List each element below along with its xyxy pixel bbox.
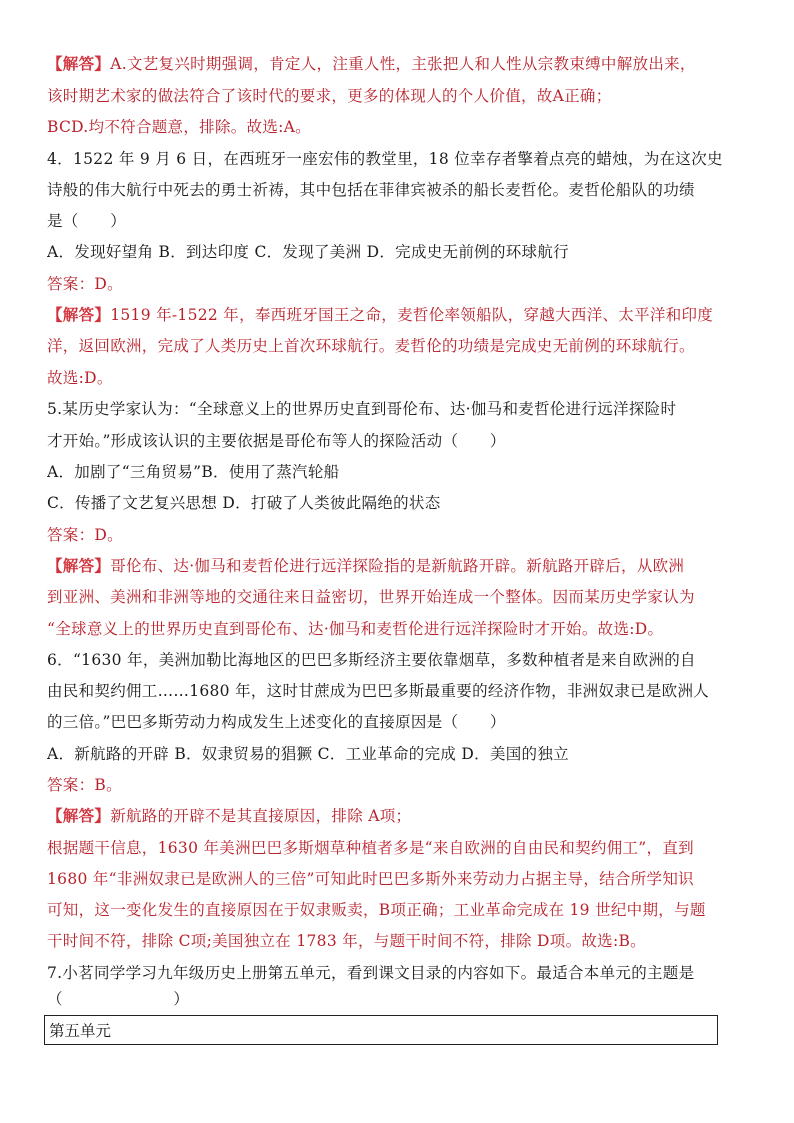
q7-stem-line-1: 7.小茗同学学习九年级历史上册第五单元，看到课文目录的内容如下。最适合本单元的主题是: [47, 964, 695, 982]
q4-stem-line-3: 是（ ）: [47, 212, 127, 230]
answer-tag: 【解答】: [47, 806, 111, 825]
unit-table: [44, 1015, 718, 1045]
q5-stem-line-2: 才开始。”形成该认识的主要依据是哥伦布等人的探险活动（ ）: [47, 432, 506, 450]
unit-table-cell: 第五单元: [49, 1022, 112, 1040]
q6-stem-line-1: 6．“1630 年，美洲加勒比海地区的巴巴多斯经济主要依靠烟草，多数种植者是来自欧洲的自: [47, 651, 696, 669]
q5-options-line-1: A．加剧了“三角贸易”B．使用了蒸汽轮船: [47, 463, 340, 481]
answer-tag: 【解答】: [47, 305, 111, 324]
q6-stem-line-3: 的三倍。”巴巴多斯劳动力构成发生上述变化的直接原因是（ ）: [47, 713, 506, 731]
q4-stem-line-1: 4．1522 年 9 月 6 日，在西班牙一座宏伟的教堂里，18 位幸存者擎着点亮的蜡烛，为在这次史: [47, 150, 723, 168]
q6-stem-line-2: 由民和契约佣工……1680 年，这时甘蔗成为巴巴多斯最重要的经济作物，非洲奴隶已是欧洲人: [47, 682, 710, 700]
q4-explanation-line-3: 故选:D。: [47, 369, 113, 387]
answer-tag: 【解答】: [47, 54, 111, 73]
q5-explanation-line-2: 到亚洲、美洲和非洲等地的交通往来日益密切，世界开始连成一个整体。因而某历史学家认为: [47, 588, 695, 606]
q5-explanation-line-3: “全球意义上的世界历史直到哥伦布、达·伽马和麦哲伦进行远洋探险时才开始。故选:D。: [47, 620, 664, 638]
answer-tag: 【解答】: [47, 556, 111, 575]
q6-explanation-line-4: 可知，这一变化发生的直接原因在于奴隶贩卖，B项正确；工业革命完成在 19 世纪中期，与题: [47, 901, 706, 919]
q4-stem-line-2: 诗般的伟大航行中死去的勇士祈祷，其中包括在菲律宾被杀的船长麦哲伦。麦哲伦船队的功绩: [47, 181, 695, 199]
q5-answer: 答案：D。: [47, 526, 123, 544]
q4-answer: 答案：D。: [47, 275, 123, 293]
q5-explanation-line-1: 【解答】哥伦布、达·伽马和麦哲伦进行远洋探险指的是新航路开辟。新航路开辟后，从欧洲: [47, 556, 685, 575]
q4-explanation-line-1: 【解答】1519 年-1522 年，奉西班牙国王之命，麦哲伦率领船队，穿越大西洋、太平洋和印度: [47, 305, 714, 324]
q6-answer: 答案：B。: [47, 776, 122, 794]
q6-options: A．新航路的开辟 B．奴隶贸易的猖獗 C．工业革命的完成 D．美国的独立: [47, 745, 569, 763]
q4-options: A．发现好望角 B．到达印度 C．发现了美洲 D．完成史无前例的环球航行: [47, 243, 569, 261]
q3-explanation-line-3: BCD.均不符合题意，排除。故选:A。: [47, 118, 311, 136]
q6-explanation-line-1: 【解答】新航路的开辟不是其直接原因，排除 A项；: [47, 806, 412, 825]
q7-stem-line-2: （ ）: [47, 990, 190, 1008]
q4-explanation-line-2: 洋，返回欧洲，完成了人类历史上首次环球航行。麦哲伦的功绩是完成史无前例的环球航行。: [47, 337, 695, 355]
q5-options-line-2: C．传播了文艺复兴思想 D．打破了人类彼此隔绝的状态: [47, 494, 441, 512]
q5-stem-line-1: 5.某历史学家认为：“全球意义上的世界历史直到哥伦布、达·伽马和麦哲伦进行远洋探险时: [47, 400, 677, 418]
q3-explanation-line-1: 【解答】A.文艺复兴时期强调，肯定人，注重人性，主张把人和人性从宗教束缚中解放出来，: [47, 54, 696, 73]
q3-explanation-line-2: 该时期艺术家的做法符合了该时代的要求，更多的体现人的个人价值，故A正确；: [47, 87, 612, 105]
q6-explanation-line-5: 干时间不符，排除 C项;美国独立在 1783 年，与题干时间不符，排除 D项。故选:B。: [47, 932, 646, 950]
q6-explanation-line-2: 根据题干信息，1630 年美洲巴巴多斯烟草种植者多是“来自欧洲的自由民和契约佣工”，直到: [47, 839, 694, 857]
q6-explanation-line-3: 1680 年“非洲奴隶已是欧洲人的三倍”可知此时巴巴多斯外来劳动力占据主导，结合所学知识: [47, 870, 694, 888]
